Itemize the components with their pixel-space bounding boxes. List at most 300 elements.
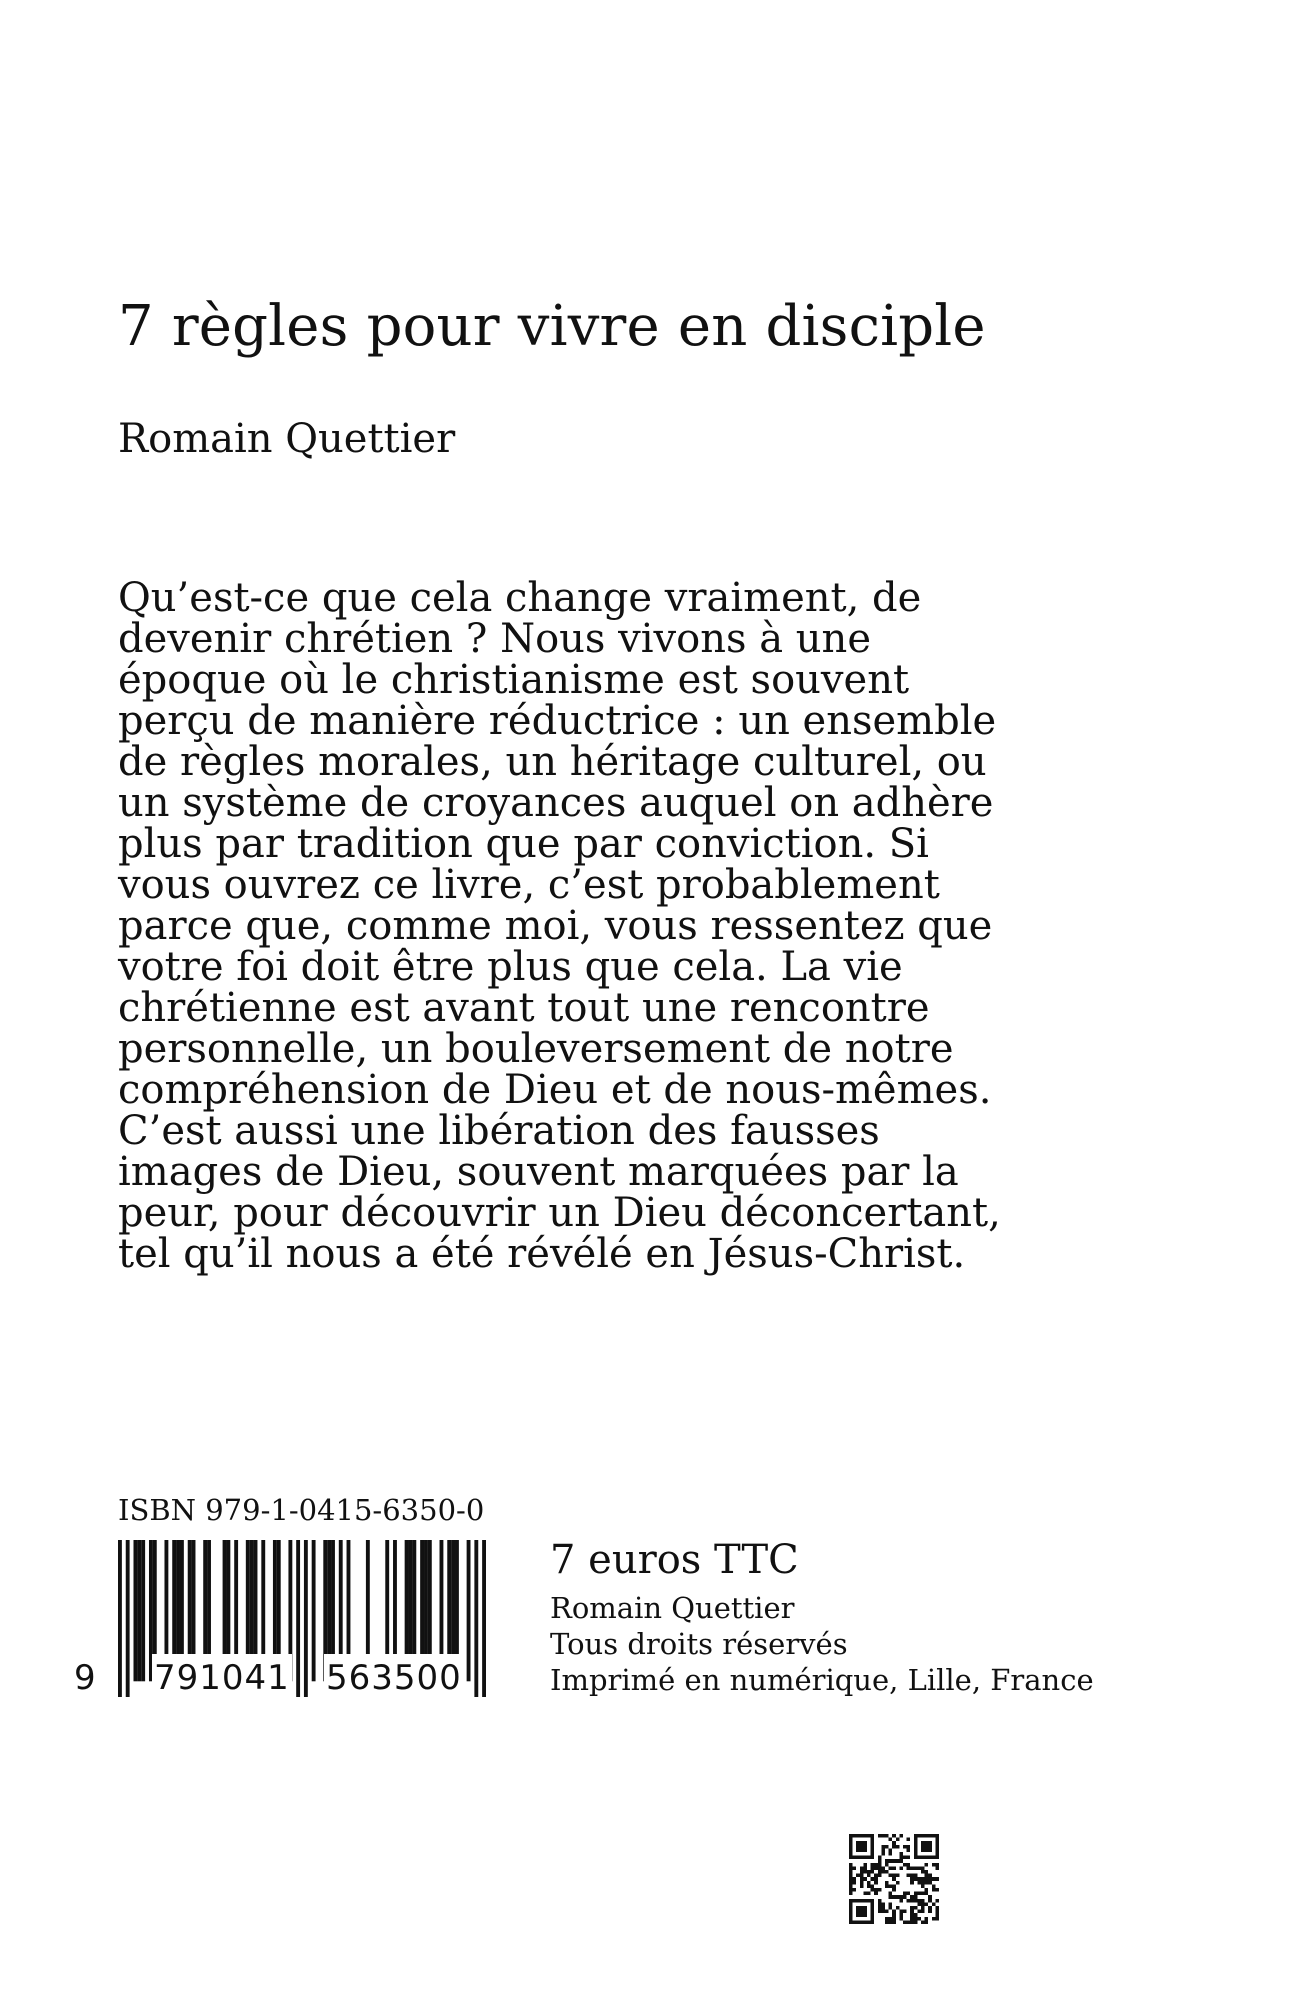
qr-module [849,1910,853,1914]
qr-module [889,1874,893,1878]
qr-module [903,1895,907,1899]
qr-module [878,1888,882,1892]
qr-module [903,1863,907,1867]
qr-module [899,1913,903,1917]
qr-module [856,1899,860,1903]
qr-module [899,1899,903,1903]
qr-module [881,1845,885,1849]
qr-module [921,1856,925,1860]
qr-module [917,1856,921,1860]
qr-module [892,1859,896,1863]
qr-module [856,1848,860,1852]
qr-module [925,1888,929,1892]
qr-module [921,1866,925,1870]
imprint-block [550,1536,1094,1698]
qr-code [849,1834,939,1924]
qr-module [910,1913,914,1917]
qr-module [910,1866,914,1870]
qr-module [885,1859,889,1863]
qr-module [925,1892,929,1896]
qr-module [914,1866,918,1870]
qr-module [849,1845,853,1849]
qr-module [878,1870,882,1874]
qr-module [853,1856,857,1860]
qr-module [849,1877,853,1881]
qr-module [896,1845,900,1849]
qr-module [860,1848,864,1852]
qr-module [871,1920,875,1924]
qr-module [925,1917,929,1921]
qr-module [885,1845,889,1849]
qr-module [899,1856,903,1860]
book-title: 7 règles pour vivre en disciple [118,294,986,359]
qr-module [914,1838,918,1842]
qr-module [867,1870,871,1874]
qr-module [910,1874,914,1878]
qr-module [871,1838,875,1842]
qr-module [871,1852,875,1856]
qr-module [867,1892,871,1896]
qr-module [935,1841,939,1845]
qr-module [899,1917,903,1921]
qr-module [899,1866,903,1870]
qr-module [871,1856,875,1860]
qr-module [925,1902,929,1906]
qr-module [896,1906,900,1910]
qr-module [928,1906,932,1910]
qr-module [892,1888,896,1892]
qr-module [932,1863,936,1867]
qr-module [928,1877,932,1881]
qr-module [867,1881,871,1885]
qr-module [892,1895,896,1899]
qr-module [889,1902,893,1906]
qr-module [863,1892,867,1896]
qr-module [907,1845,911,1849]
qr-module [860,1877,864,1881]
qr-module [892,1845,896,1849]
qr-module [881,1852,885,1856]
qr-module [903,1892,907,1896]
qr-module [849,1913,853,1917]
qr-module [849,1920,853,1924]
qr-module [899,1910,903,1914]
qr-module [903,1845,907,1849]
qr-module [921,1881,925,1885]
qr-module [892,1841,896,1845]
qr-module [910,1920,914,1924]
qr-module [903,1920,907,1924]
qr-module [928,1899,932,1903]
qr-module [849,1863,853,1867]
qr-module [928,1841,932,1845]
qr-module [856,1841,860,1845]
qr-module [914,1913,918,1917]
qr-module [878,1863,882,1867]
qr-module [928,1848,932,1852]
qr-module [853,1899,857,1903]
qr-module [921,1841,925,1845]
qr-module [867,1884,871,1888]
back-cover-blurb: Qu’est-ce que cela change vraiment, de devenir chrétien ? Nous vivons à une époque où le christianisme est souvent perçu de manière réductrice : un ensemble de règles morales, un héritage culturel, ou un système de croyances auquel on adhère plus par tradition que par conviction. Si vous ouvrez ce livre, c’est probablement parce que, comme moi, vous ressentez que votre foi doit être plus que cela. La vie chrétienne est avant tout une rencontre personnelle, un bouleversement de notre compréhension de Dieu et de nous-mêmes. C’est aussi une libération des fausses images de Dieu, souvent marquées par la peur, pour découvrir un Dieu déconcertant, tel qu’il nous a été révélé en Jésus-Christ. [118,575,1001,1277]
qr-module [871,1888,875,1892]
qr-module [917,1877,921,1881]
qr-module [881,1848,885,1852]
qr-module [871,1866,875,1870]
qr-module [903,1910,907,1914]
qr-module [849,1899,853,1903]
qr-module [917,1892,921,1896]
qr-module [863,1863,867,1867]
qr-module [917,1899,921,1903]
qr-module [935,1863,939,1867]
qr-module [914,1906,918,1910]
copyright-holder: Romain Quettier [550,1591,795,1625]
qr-module [907,1848,911,1852]
qr-module [881,1910,885,1914]
qr-module [907,1874,911,1878]
qr-module [885,1863,889,1867]
qr-module [914,1856,918,1860]
qr-module [871,1906,875,1910]
qr-module [896,1874,900,1878]
qr-module [885,1870,889,1874]
qr-module [863,1866,867,1870]
qr-module [863,1906,867,1910]
qr-module [849,1881,853,1885]
qr-module [928,1910,932,1914]
qr-module [885,1881,889,1885]
qr-module [921,1899,925,1903]
qr-module [860,1899,864,1903]
qr-module [889,1892,893,1896]
qr-module [921,1892,925,1896]
qr-module [914,1852,918,1856]
qr-module [853,1920,857,1924]
qr-module [881,1902,885,1906]
qr-module [878,1834,882,1838]
qr-module [935,1852,939,1856]
qr-module [889,1859,893,1863]
qr-module [914,1920,918,1924]
qr-module [935,1877,939,1881]
qr-module [935,1848,939,1852]
qr-module [860,1834,864,1838]
qr-module [878,1874,882,1878]
qr-module [860,1870,864,1874]
qr-module [878,1910,882,1914]
qr-module [881,1906,885,1910]
qr-module [863,1834,867,1838]
qr-module [885,1910,889,1914]
barcode-digit-first: 9 [72,1654,98,1702]
qr-module [932,1877,936,1881]
qr-module [910,1899,914,1903]
qr-module [853,1881,857,1885]
qr-module [935,1910,939,1914]
qr-module [874,1866,878,1870]
barcode-digits-left: 791041 [152,1654,292,1702]
qr-module [914,1874,918,1878]
qr-module [914,1917,918,1921]
qr-module [860,1910,864,1914]
qr-module [907,1892,911,1896]
qr-module [917,1834,921,1838]
qr-module [932,1902,936,1906]
qr-module [932,1917,936,1921]
qr-module [856,1913,860,1917]
qr-module [871,1845,875,1849]
qr-module [874,1874,878,1878]
isbn-label: ISBN 979-1-0415-6350-0 [118,1493,485,1527]
qr-module [849,1866,853,1870]
qr-module [935,1845,939,1849]
qr-module [856,1856,860,1860]
qr-module [853,1866,857,1870]
price: 7 euros TTC [550,1537,799,1583]
qr-module [878,1866,882,1870]
qr-module [871,1870,875,1874]
qr-module [878,1856,882,1860]
qr-module [863,1845,867,1849]
qr-module [910,1910,914,1914]
qr-module [863,1910,867,1914]
qr-module [849,1870,853,1874]
qr-module [925,1874,929,1878]
qr-module [899,1895,903,1899]
qr-module [910,1917,914,1921]
qr-module [896,1838,900,1842]
qr-module [863,1913,867,1917]
qr-module [925,1841,929,1845]
qr-module [849,1884,853,1888]
qr-module [885,1920,889,1924]
qr-module [849,1906,853,1910]
qr-module [849,1852,853,1856]
qr-module [863,1870,867,1874]
qr-module [921,1870,925,1874]
qr-module [935,1866,939,1870]
qr-module [860,1841,864,1845]
qr-module [867,1899,871,1903]
qr-module [885,1884,889,1888]
qr-module [849,1848,853,1852]
qr-module [925,1881,929,1885]
qr-module [889,1920,893,1924]
qr-module [935,1888,939,1892]
qr-module [889,1848,893,1852]
qr-module [867,1856,871,1860]
qr-module [921,1920,925,1924]
qr-module [871,1884,875,1888]
qr-module [928,1834,932,1838]
qr-module [863,1877,867,1881]
qr-module [921,1834,925,1838]
qr-module [925,1870,929,1874]
qr-module [881,1866,885,1870]
qr-module [889,1838,893,1842]
qr-module [889,1866,893,1870]
qr-module [863,1920,867,1924]
qr-module [935,1899,939,1903]
qr-module [871,1834,875,1838]
qr-module [921,1906,925,1910]
qr-module [871,1877,875,1881]
qr-module [892,1834,896,1838]
qr-module [860,1884,864,1888]
qr-module [849,1856,853,1860]
qr-module [871,1917,875,1921]
qr-module [867,1834,871,1838]
qr-module [899,1859,903,1863]
qr-module [925,1848,929,1852]
qr-module [860,1906,864,1910]
qr-module [892,1917,896,1921]
qr-module [928,1856,932,1860]
qr-module [856,1834,860,1838]
qr-module [935,1838,939,1842]
qr-module [878,1902,882,1906]
qr-module [849,1841,853,1845]
qr-module [925,1863,929,1867]
book-author: Romain Quettier [118,416,456,462]
qr-module [881,1870,885,1874]
qr-module [896,1895,900,1899]
qr-module [889,1906,893,1910]
qr-module [871,1913,875,1917]
qr-module [928,1874,932,1878]
qr-module [860,1913,864,1917]
qr-module [889,1884,893,1888]
qr-module [889,1895,893,1899]
qr-module [885,1917,889,1921]
qr-module [928,1895,932,1899]
qr-module [874,1877,878,1881]
qr-module [856,1845,860,1849]
qr-module [932,1884,936,1888]
printing-notice: Imprimé en numérique, Lille, France [550,1663,1094,1697]
qr-module [860,1920,864,1924]
qr-module [871,1899,875,1903]
qr-module [860,1874,864,1878]
qr-module [867,1874,871,1878]
qr-module [907,1866,911,1870]
qr-module [860,1866,864,1870]
qr-module [907,1838,911,1842]
qr-module [874,1863,878,1867]
qr-module [874,1892,878,1896]
qr-module [871,1841,875,1845]
qr-module [935,1913,939,1917]
qr-module [928,1881,932,1885]
qr-module [921,1902,925,1906]
qr-module [867,1920,871,1924]
qr-module [910,1877,914,1881]
qr-module [892,1884,896,1888]
qr-module [932,1888,936,1892]
qr-module [910,1881,914,1885]
qr-module [896,1881,900,1885]
qr-module [860,1845,864,1849]
qr-module [849,1834,853,1838]
qr-module [907,1899,911,1903]
barcode-digits-right: 563500 [324,1654,464,1702]
qr-module [925,1834,929,1838]
qr-module [914,1841,918,1845]
barcode-digits [72,1654,488,1702]
qr-module [917,1881,921,1885]
qr-module [892,1866,896,1870]
qr-module [878,1859,882,1863]
qr-module [871,1910,875,1914]
qr-module [903,1856,907,1860]
qr-module [932,1856,936,1860]
qr-module [899,1852,903,1856]
qr-module [910,1906,914,1910]
qr-module [892,1910,896,1914]
qr-module [871,1863,875,1867]
qr-module [932,1834,936,1838]
qr-module [928,1845,932,1849]
qr-module [917,1866,921,1870]
qr-module [856,1910,860,1914]
qr-module [863,1899,867,1903]
qr-module [856,1920,860,1924]
qr-module [925,1856,929,1860]
qr-module [914,1895,918,1899]
qr-module [925,1920,929,1924]
qr-module [889,1852,893,1856]
qr-module [849,1888,853,1892]
qr-module [921,1884,925,1888]
qr-module [863,1841,867,1845]
qr-module [860,1881,864,1885]
qr-module [874,1881,878,1885]
qr-module [925,1877,929,1881]
qr-module [921,1845,925,1849]
qr-module [914,1899,918,1903]
qr-module [907,1856,911,1860]
qr-module [935,1834,939,1838]
qr-module [892,1913,896,1917]
qr-module [853,1834,857,1838]
rights-notice: Tous droits réservés [550,1627,848,1661]
qr-module [892,1877,896,1881]
qr-module [874,1888,878,1892]
qr-module [921,1910,925,1914]
qr-module [856,1874,860,1878]
qr-module [881,1834,885,1838]
qr-module [863,1848,867,1852]
qr-module [914,1845,918,1849]
qr-module [878,1899,882,1903]
qr-module [889,1917,893,1921]
qr-module [871,1848,875,1852]
qr-module [849,1902,853,1906]
qr-module [863,1856,867,1860]
qr-module [885,1834,889,1838]
qr-module [914,1892,918,1896]
qr-module [921,1848,925,1852]
qr-module [853,1888,857,1892]
qr-module [871,1902,875,1906]
qr-module [849,1917,853,1921]
qr-module [907,1863,911,1867]
qr-module [917,1910,921,1914]
qr-module [910,1895,914,1899]
qr-module [914,1848,918,1852]
qr-module [896,1859,900,1863]
